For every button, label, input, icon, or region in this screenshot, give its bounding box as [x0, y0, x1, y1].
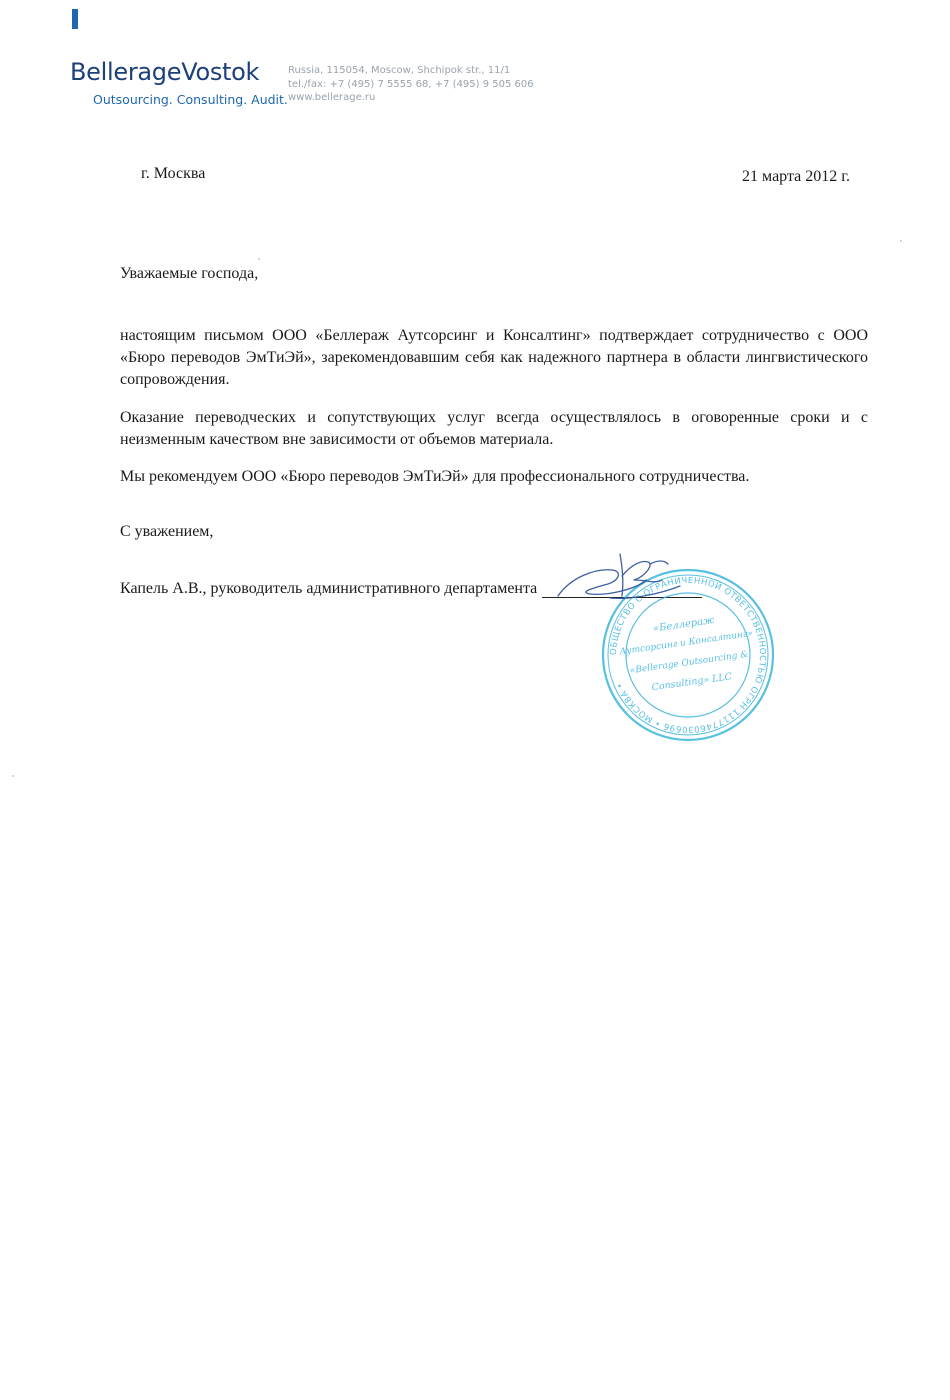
scan-speck: [900, 240, 902, 242]
stamp-line: «Bellerage Outsourcing &: [629, 649, 749, 677]
letterhead-accent-bar: [72, 9, 78, 29]
company-tagline: Outsourcing. Consulting. Audit.: [93, 92, 288, 107]
letter-city: г. Москва: [141, 165, 206, 182]
scan-speck: [258, 258, 260, 260]
stamp-line: «Беллераж: [652, 615, 716, 635]
company-phone: tel./fax: +7 (495) 7 5555 68, +7 (495) 9 505 606: [288, 78, 534, 90]
letter-closing: С уважением,: [120, 523, 214, 540]
scan-speck: [12, 775, 14, 777]
company-address: Russia, 115054, Moscow, Shchipok str., 11/1: [288, 65, 511, 76]
company-logo-name: BellerageVostok: [70, 58, 260, 86]
company-website: www.bellerage.ru: [288, 92, 376, 103]
letter-salutation: Уважаемые господа,: [120, 265, 259, 282]
company-contacts: [288, 64, 534, 105]
letter-signatory: Капель А.В., руководитель административного департамента: [120, 580, 538, 597]
letter-paragraph: Оказание переводческих и сопутствующих услуг всегда осуществлялось в оговоренные сроки и с неизменным качеством вне зависимости от объемов материала.: [120, 409, 868, 448]
letter-paragraph: Мы рекомендуем ООО «Бюро переводов ЭмТиЭй» для профессионального сотрудничества.: [120, 468, 750, 485]
stamp-line: Consulting» LLC: [650, 671, 733, 694]
letter-date: 21 марта 2012 г.: [742, 168, 850, 185]
handwritten-signature: [550, 550, 690, 610]
stamp-outer-text: ОБЩЕСТВО С ОГРАНИЧЕННОЙ ОТВЕТСТВЕННОСТЬЮ ОГРН 1117746030696 • МОСКВА •: [608, 575, 768, 735]
letter-paragraph: настоящим письмом ООО «Беллераж Аутсорсинг и Консалтинг» подтверждает сотрудничество с ООО «Бюро переводов ЭмТиЭй», зарекомендовавшим себя как надежного партнера в области лингвистического сопровождения.: [120, 327, 868, 388]
stamp-line: Аутсорсинг и Консалтинг»: [619, 628, 754, 658]
